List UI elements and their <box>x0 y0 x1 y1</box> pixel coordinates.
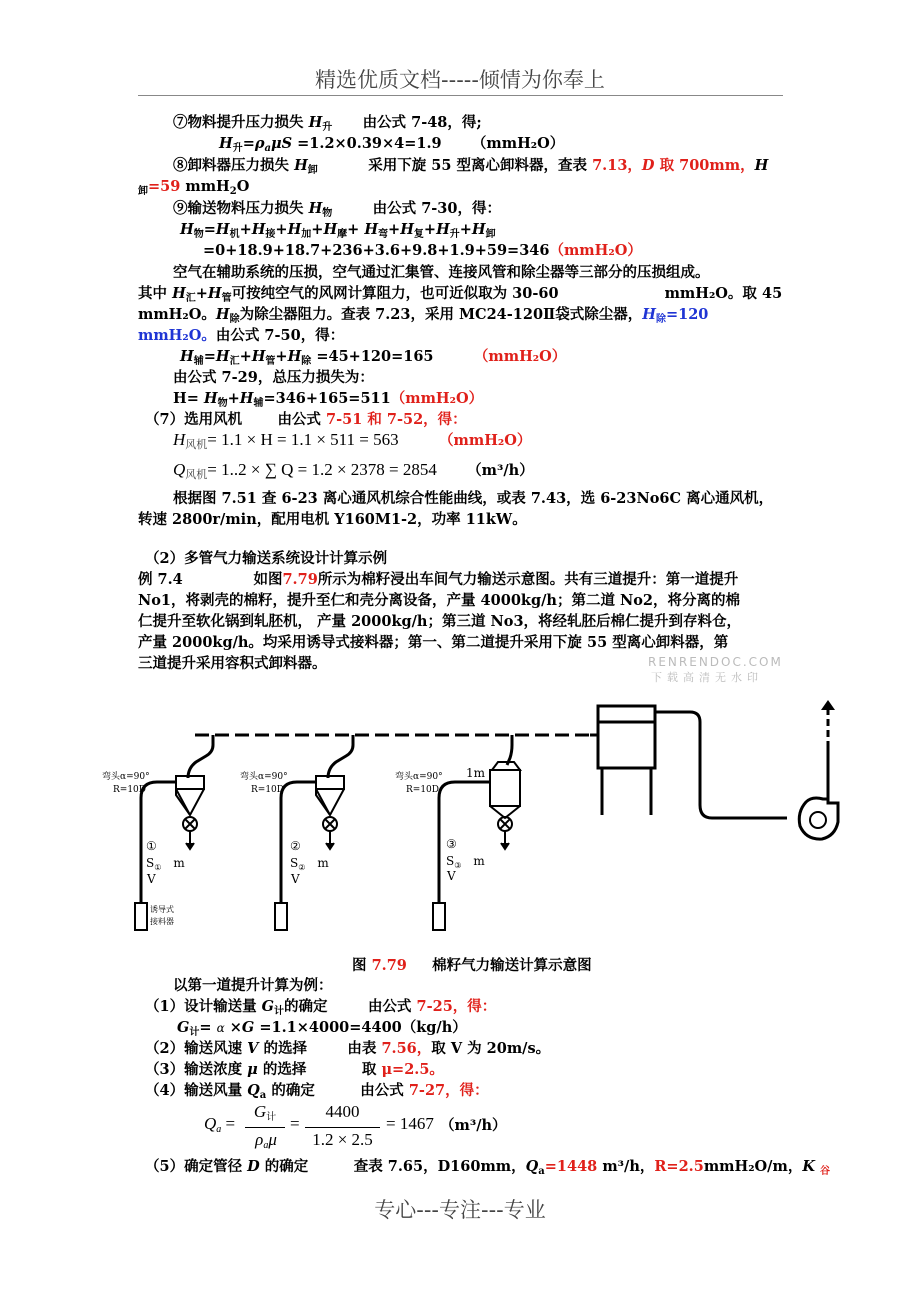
lift-3-v: V <box>447 869 456 883</box>
fan <box>799 798 838 839</box>
page-header: 精选优质文档-----倾情为你奉上 <box>315 68 605 92</box>
feeder-3 <box>433 903 445 930</box>
aux-para-4: mmH₂O。由公式 7-50，得： <box>138 327 345 344</box>
page-footer: 专心---专注---专业 <box>374 1198 546 1222</box>
tank-label: 1m <box>466 766 486 780</box>
aux-para-1: 空气在辅助系统的压损，空气通过汇集管、连接风管和除尘器等三部分的压损组成。 <box>173 264 710 281</box>
fan-q-equation: Q风机= 1..2 × ∑ Q = 1.2 × 2378 = 2854 （m³/h） <box>173 460 534 481</box>
calc-1-title: （1）设计输送量 $G_计$的确定 由公式 7-25，得： <box>145 998 497 1017</box>
tank-3-top <box>492 762 520 770</box>
pneumatic-conveying-diagram <box>0 690 920 940</box>
cyclone-2-top <box>316 776 344 789</box>
section-9-line: ⑨输送物料压力损失 $H_物$ 由公式 7-30，得： <box>173 200 501 219</box>
branch-3-pipe <box>507 735 512 765</box>
elbow-label-1: 弯头α=90° <box>102 772 150 782</box>
watermark-slogan: 下载高清无水印 <box>651 671 763 684</box>
watermark-site: RENRENDOC.COM <box>648 655 783 669</box>
radius-label-1: R=10D <box>113 785 146 795</box>
fan-selection-1: 根据图 7.51 查 6-23 离心通风机综合性能曲线，或表 7.43，选 6-23No6C 离心通风机， <box>173 490 774 507</box>
example-line-1: 例 7.4 如图7.79所示为棉籽浸出车间气力输送示意图。共有三道提升：第一道提升 <box>138 571 739 588</box>
aux-para-2: 其中 $H_汇+H_管$可按纯空气的风网计算阻力，也可近似取为 30-60 mmH₂O。取 45 <box>138 285 783 304</box>
radius-label-2: R=10D <box>251 785 284 795</box>
section-7-equation: $H_升=\rho_a\mu S =1.2\times 0.39\times 4=1.9$ （mmH₂O） <box>219 135 565 154</box>
section-9-sum: =0+18.9+18.7+236+3.6+9.8+1.9+59=346（mmH₂O） <box>203 242 642 259</box>
lift-3-number: ③ <box>446 837 457 851</box>
lift-2-v: V <box>291 872 300 886</box>
aux-equation: $H_辅=H_汇+H_管+H_除 =45+120=165$ （mmH₂O） <box>180 348 567 367</box>
total-equation: $H= H_物+H_辅=346+165=511(mmH_2O)$ <box>173 390 484 409</box>
example-line-4: 产量 2000kg/h。均采用诱导式接料器；第一、第二道提升采用下旋 55 型离心卸料器，第 <box>138 634 729 651</box>
lift-1-v: V <box>147 872 156 886</box>
section-9-formula: $H_物=H_机+H_接+H_加+H_摩+ H_弯+H_复+H_升+H_卸$ <box>180 221 496 240</box>
calc-4-numerator: 4400 <box>325 1102 360 1121</box>
calc-3-line: （3）输送浓度 μ 的选择 取 μ=2.5。 <box>145 1061 444 1078</box>
total-intro: 由公式 7-29，总压力损失为： <box>173 369 374 386</box>
section-7-symbol: H <box>308 114 323 131</box>
feeder-label-2: 接料器 <box>150 917 174 926</box>
fan-h-equation: H风机= 1.1 × H = 1.1 × 511 = 563 （mmH₂O） <box>173 430 532 451</box>
calc-intro: 以第一道提升计算为例： <box>173 977 333 994</box>
calc-4-result: = 1467 <box>386 1114 434 1133</box>
fan-inlet-pipe <box>655 712 787 818</box>
calc-5-line: （5）确定管径 D 的确定 查表 7.65，D160mm，$Q_a=1448$ m³/h，R=2.5mmH₂O/m，K $_谷$ <box>145 1158 830 1177</box>
lift-2-s: $S_②$ m <box>290 856 329 872</box>
section-7-label: ⑦物料提升压力损失 <box>173 114 304 131</box>
radius-label-3: R=10D <box>406 785 439 795</box>
fan-selection-2: 转速 2800r/min，配用电机 Y160M1-2，功率 11kW。 <box>138 511 527 528</box>
example-line-2: No1，将剥壳的棉籽，提升至仁和壳分离设备，产量 4000kg/h；第二道 No2，将分离的棉 <box>138 592 741 609</box>
example-line-5: 三道提升采用容积式卸料器。 <box>138 655 327 672</box>
lift-1-s: $S_①$ m <box>146 856 185 872</box>
section-2-title: （2）多管气力输送系统设计计算示例 <box>145 550 388 567</box>
calc-4-denominator: 1.2 × 2.5 <box>312 1130 373 1149</box>
calc-4-line: （4）输送风量 $Q_a$ 的确定 由公式 7-27，得： <box>145 1082 489 1101</box>
calc-2-line: （2）输送风速 V 的选择 由表 7.56，取 V 为 20m/s。 <box>145 1040 551 1057</box>
feeder-2 <box>275 903 287 930</box>
cyclone-1-top <box>176 776 204 789</box>
section-8-line: ⑧卸料器压力损失 $H_卸$ 采用下旋 55 型离心卸料器，查表 7.13，D 取 700mm，H <box>173 157 769 176</box>
section-7-sub: 升 <box>322 122 333 133</box>
fan-title-line: （7）选用风机 由公式 7-51 和 7-52，得： <box>145 411 467 428</box>
lift-2-number: ② <box>290 839 301 853</box>
lift-3-s: $S_③$ m <box>446 854 485 870</box>
feeder-1 <box>135 903 147 930</box>
calc-1-equation: $G_计= \alpha \times G =1.1\times 4000=4400(kg/h)$ <box>177 1019 467 1038</box>
elbow-label-2: 弯头α=90° <box>240 772 288 782</box>
branch-1-pipe <box>188 735 213 778</box>
feeder-label-1: 诱导式 <box>150 905 174 914</box>
section-7-ref: 由公式 7-48，得; <box>362 114 482 131</box>
section-8-line2: $_卸$=59 mmH$_2$O <box>138 178 250 197</box>
figure-caption: 图 7.79 棉籽气力输送计算示意图 <box>352 957 592 974</box>
branch-2-pipe <box>328 735 353 778</box>
header-rule <box>138 95 783 96</box>
tank-3-body <box>490 770 520 806</box>
aux-para-3: mmH₂O。$H_除$为除尘器阻力。查表 7.23，采用 MC24-120Ⅱ袋式除尘器，$H_除=120$ <box>138 306 709 325</box>
example-line-3: 仁提升至软化锅到轧胚机， 产量 2000kg/h；第三道 No3，将经轧胚后棉仁提升到存料仓， <box>138 613 742 630</box>
dust-collector <box>598 706 655 768</box>
elbow-label-3: 弯头α=90° <box>395 772 443 782</box>
lift-1-number: ① <box>146 839 157 853</box>
